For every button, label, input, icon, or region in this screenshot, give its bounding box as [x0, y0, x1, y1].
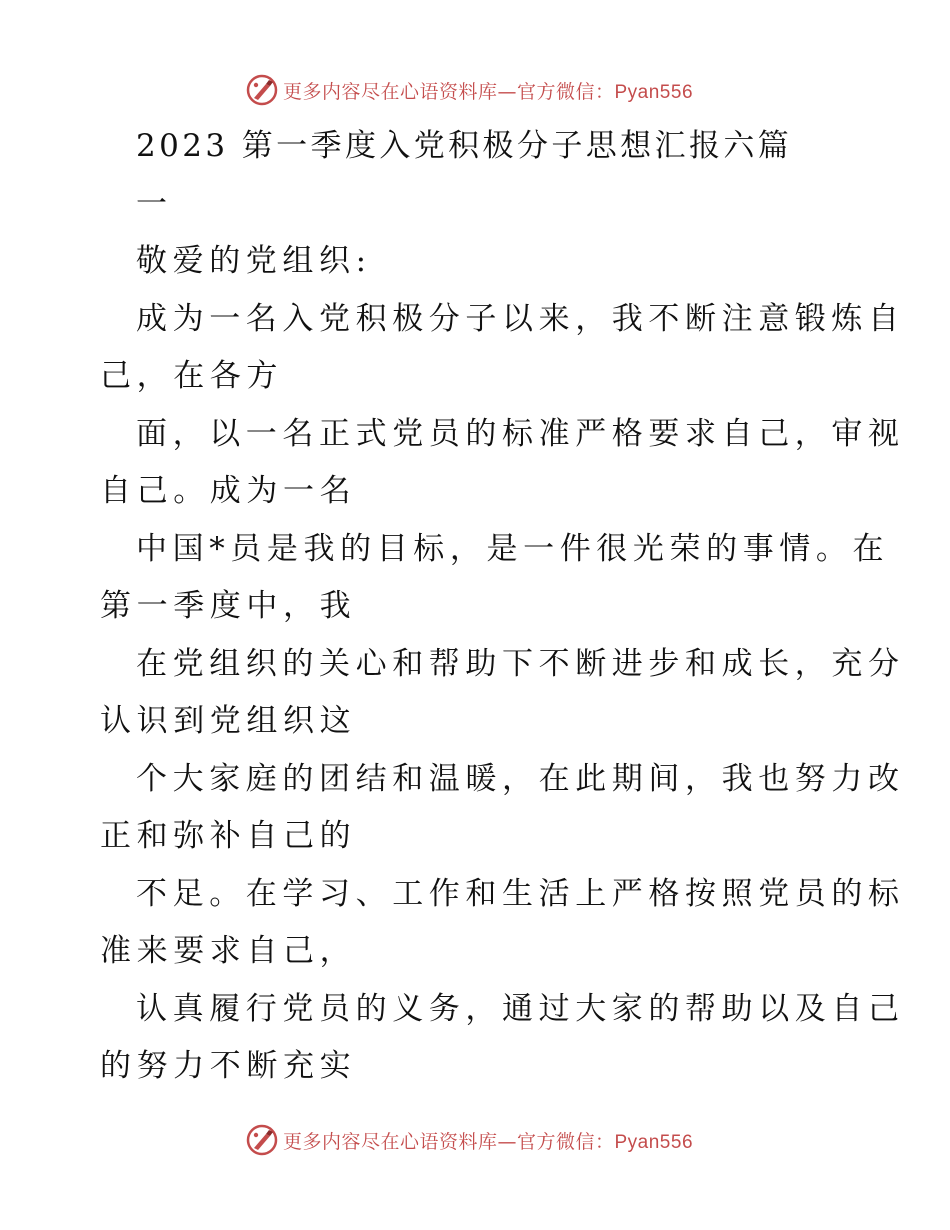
- text-line: 认真履行党员的义务，通过大家的帮助以及自己: [136, 990, 905, 1027]
- text-line: 正和弥补自己的: [100, 818, 357, 854]
- watermark-separator: —: [497, 1130, 517, 1153]
- text-line: 中国*员是我的目标，是一件很光荣的事情。在: [136, 530, 890, 567]
- watermark-group: [245, 1123, 693, 1157]
- text-line: 敬爱的党组织:: [136, 243, 372, 279]
- watermark-site-text: 更多内容尽在心语资料库: [282, 1130, 498, 1153]
- watermark-text-line: [283, 77, 693, 104]
- watermark-group: [245, 73, 693, 107]
- section-number: 一: [136, 185, 173, 222]
- text-line: 面，以一名正式党员的标准严格要求自己，审视: [136, 415, 905, 452]
- text-line: 认识到党组织这: [100, 703, 357, 739]
- watermark-wechat-id: Pyan556: [614, 81, 694, 103]
- watermark-text-line: [283, 1127, 693, 1154]
- text-line: 的努力不断充实: [100, 1048, 357, 1084]
- text-line: 自己。成为一名: [100, 473, 357, 509]
- header-watermark: [0, 70, 950, 110]
- watermark-wechat-id: Pyan556: [614, 1131, 694, 1153]
- pen-logo-icon: [245, 1123, 279, 1157]
- paragraph-lines: [100, 233, 905, 1096]
- text-line: 个大家庭的团结和温暖，在此期间，我也努力改: [136, 760, 905, 797]
- watermark-wechat-label: 官方微信：: [516, 80, 615, 103]
- watermark-wechat-label: 官方微信：: [516, 1130, 615, 1153]
- text-line: 不足。在学习、工作和生活上严格按照党员的标: [136, 875, 905, 912]
- text-line: 在党组织的关心和帮助下不断进步和成长，充分: [136, 645, 905, 682]
- watermark-site-text: 更多内容尽在心语资料库: [282, 80, 498, 103]
- pen-logo-icon: [245, 73, 279, 107]
- watermark-separator: —: [497, 80, 517, 103]
- text-line: 己，在各方: [100, 358, 283, 394]
- footer-watermark: [0, 1120, 950, 1160]
- text-line: 准来要求自己，: [100, 933, 357, 969]
- document-title: 2023 第一季度入党积极分子思想汇报六篇: [136, 128, 793, 164]
- text-line: 成为一名入党积极分子以来，我不断注意锻炼自: [136, 300, 905, 337]
- text-line: 第一季度中，我: [100, 588, 357, 624]
- document-body: [100, 118, 905, 1096]
